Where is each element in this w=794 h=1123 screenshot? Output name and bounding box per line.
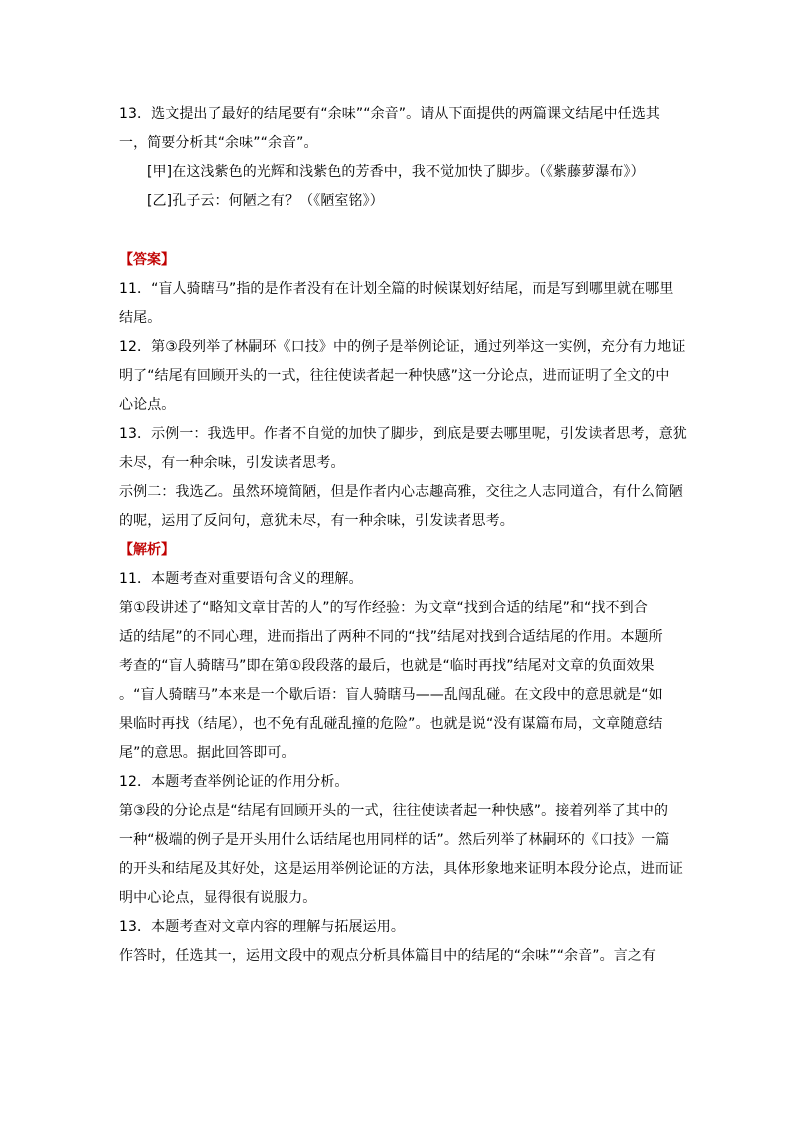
answer-line: 未尽，有一种余味，引发读者思考。 [119,455,345,471]
option-yi: [乙]孔子云：何陋之有？（《陋室铭》） [147,193,384,209]
analysis-line: 考查的“盲人骑瞎马”即在第①段段落的最后，也就是“临时再找”结尾对文章的负面效果 [119,658,655,674]
analysis-line: 第③段的分论点是“结尾有回顾开头的一式，往往使读者起一种快感”。接着列举了其中的 [119,803,669,819]
analysis-line: 一种“极端的例子是开头用什么话结尾也用同样的话”。然后列举了林嗣环的《口技》一篇 [119,832,670,848]
question-line: 13．选文提出了最好的结尾要有“余味”“余音”。请从下面提供的两篇课文结尾中任选其 [119,106,660,122]
analysis-line: 12．本题考查举例论证的作用分析。 [119,774,349,790]
analysis-line: 13．本题考查对文章内容的理解与拓展运用。 [119,919,405,935]
answer-line: 13．示例一：我选甲。作者不自觉的加快了脚步，到底是要去哪里呢，引发读者思考，意犹 [119,426,687,442]
analysis-line: 尾”的意思。据此回答即可。 [119,745,296,761]
question-line: 一，简要分析其“余味”“余音”。 [119,135,318,151]
question-13 [119,100,677,216]
answer-line: 结尾。 [119,310,162,326]
answer-heading: 【答案】 [119,252,175,268]
answer-line: 的呢，运用了反问句，意犹未尽，有一种余味，引发读者思考。 [119,513,514,529]
analysis-line: 作答时，任选其一，运用文段中的观点分析具体篇目中的结尾的“余味”“余音”。言之有 [119,948,657,964]
document-content [119,100,687,971]
analysis-line: 11．本题考查对重要语句含义的理解。 [119,571,363,587]
analysis-heading: 【解析】 [119,542,175,558]
spacer [119,216,677,246]
answer-line: 心论点。 [119,397,176,413]
analysis-section [119,536,683,971]
analysis-line: 第①段讲述了“略知文章甘苦的人”的写作经验：为文章“找到合适的结尾”和“找不到合 [119,600,648,616]
analysis-line: 的开头和结尾及其好处，这是运用举例论证的方法，具体形象地来证明本段分论点，进而证 [119,861,683,877]
analysis-line: 明中心论点，显得很有说服力。 [119,890,317,906]
answer-line: 明了“结尾有回顾开头的一式，往往使读者起一种快感”这一分论点，进而证明了全文的中 [119,368,670,384]
analysis-line: 。“盲人骑瞎马”本来是一个歇后语：盲人骑瞎马——乱闯乱碰。在文段中的意思就是“如 [119,687,663,703]
answer-line: 11．“盲人骑瞎马”指的是作者没有在计划全篇的时候谋划好结尾，而是写到哪里就在哪里 [119,281,674,297]
analysis-line: 适的结尾”的不同心理，进而指出了两种不同的“找”结尾对找到合适结尾的作用。本题所 [119,629,663,645]
answer-line: 12．第③段列举了林嗣环《口技》中的例子是举例论证，通过列举这一实例，充分有力地证 [119,339,686,355]
option-jia: [甲]在这浅紫色的光辉和浅紫色的芳香中，我不觉加快了脚步。（《紫藤萝瀑布》） [147,164,645,180]
answer-line: 示例二：我选乙。虽然环境简陋，但是作者内心志趣高雅，交往之人志同道合，有什么简陋 [119,484,683,500]
answer-section [119,246,687,536]
analysis-line: 果临时再找（结尾），也不免有乱碰乱撞的危险”。也就是说“没有谋篇布局，文章随意结 [119,716,663,732]
